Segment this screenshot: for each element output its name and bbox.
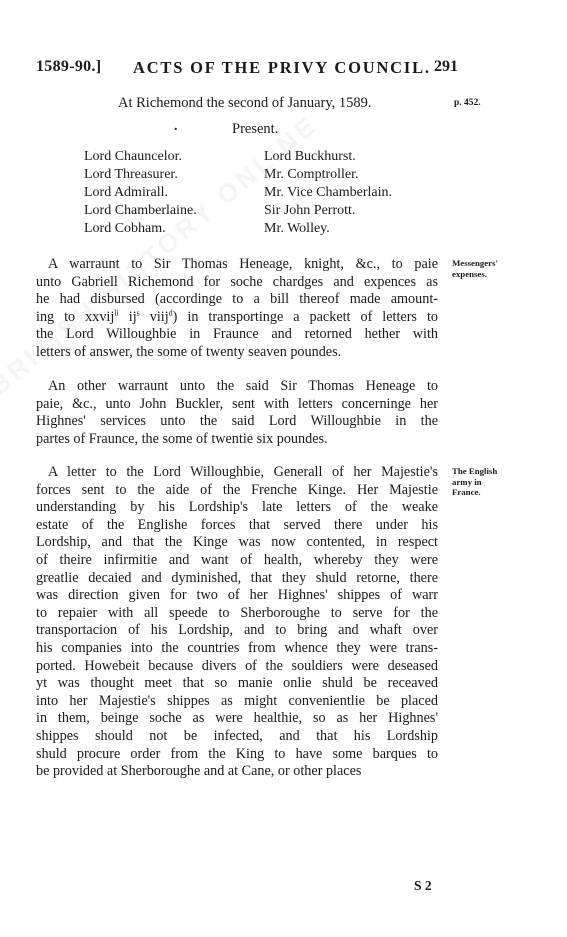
place-date-line: At Richemond the second of January, 1589. bbox=[118, 95, 372, 111]
text-line: partes of Fraunce, the some of twentie six poundes. bbox=[36, 430, 328, 447]
present-left-member: Lord Cobham. bbox=[84, 221, 166, 236]
text-line: the Lord Willoughbie in Fraunce and retorned hether with bbox=[36, 326, 438, 343]
text-line: shippes should not be infected, and that his Lordship bbox=[36, 727, 438, 744]
text-line: unto Gabriell Richemond for soche chardges and expences as bbox=[36, 273, 438, 290]
text-line: to repaier with all speede to Sherboroughe to serve for the bbox=[36, 604, 438, 621]
present-right-member: Mr. Wolley. bbox=[264, 221, 330, 236]
paragraph-letter-willoughbie bbox=[36, 464, 438, 781]
sidenote-line: The English bbox=[452, 466, 498, 476]
text-line: was direction given for two of her Highnes' shippes of warr bbox=[36, 587, 438, 604]
text-line: An other warraunt unto the said Sir Thomas Heneage to bbox=[48, 378, 438, 394]
text-line: ported. Howebeit because divers of the souldiers were deseased bbox=[36, 657, 438, 674]
text-line: A warraunt to Sir Thomas Heneage, knight, &c., to paie bbox=[48, 256, 438, 272]
present-right-member: Lord Buckhurst. bbox=[264, 149, 356, 164]
present-left-member: Lord Threasurer. bbox=[84, 167, 178, 182]
text-line: in them, beinge soche as were healthie, so as her Highnes' bbox=[36, 710, 438, 727]
paragraph-warrant-buckler bbox=[36, 378, 438, 448]
paragraph-warrant-richemond bbox=[36, 256, 438, 362]
sidenote-line: France. bbox=[452, 487, 481, 497]
signature-mark: S 2 bbox=[414, 878, 432, 893]
text-line: Lordship, and that the Kinge was now contented, in respect bbox=[36, 534, 438, 551]
text-line: his companies into the countries from whence they were trans- bbox=[36, 639, 438, 656]
text-line: paie, &c., unto John Buckler, sent with letters concerninge her bbox=[36, 395, 438, 412]
text-line: greatlie decaied and dyminished, that they shuld retorne, there bbox=[36, 569, 438, 586]
text-line: he had disbursed (accordinge to a bill thereof made amount- bbox=[36, 291, 438, 308]
running-header-years: 1589-90.] bbox=[36, 58, 102, 75]
present-left-member: Lord Chamberlaine. bbox=[84, 203, 197, 218]
text-line: letters of answer, the some of twenty seaven poundes. bbox=[36, 343, 342, 360]
text-line: shuld procure order from the King to have some barques to bbox=[36, 745, 438, 762]
present-right-member: Mr. Comptroller. bbox=[264, 167, 359, 182]
text-line: estate of the Englishe forces that served there under his bbox=[36, 516, 438, 533]
stray-dot: . bbox=[174, 119, 178, 134]
text-line: transportacion of his Lordship, and to bring and whaft over bbox=[36, 622, 438, 639]
sidenote-messengers-expenses bbox=[452, 258, 498, 279]
text-line: understanding by his Lordship's late letters of the weake bbox=[36, 499, 438, 516]
text-line: A letter to the Lord Willoughbie, Generall of her Majestie's bbox=[48, 464, 438, 480]
text-line: into her Majestie's shippes as might convenientlie be placed bbox=[36, 692, 438, 709]
text-line: be provided at Sherboroughe and at Cane, or other places bbox=[36, 763, 362, 780]
running-header-title: ACTS OF THE PRIVY COUNCIL. bbox=[133, 58, 431, 77]
text-line: of theire infirmitie and want of health, whereby they were bbox=[36, 551, 438, 568]
sidenote-english-army bbox=[452, 466, 497, 498]
sidenote-line: army in bbox=[452, 476, 482, 487]
original-page-reference: p. 452. bbox=[454, 98, 481, 108]
sidenote-line: Messengers' bbox=[452, 258, 498, 268]
text-line: Highnes' services unto the said Lord Willoughbie in the bbox=[36, 413, 438, 430]
present-heading: Present. bbox=[232, 121, 279, 137]
page-number: 291 bbox=[434, 58, 458, 75]
present-right-member: Mr. Vice Chamberlain. bbox=[264, 185, 392, 200]
present-left-member: Lord Admirall. bbox=[84, 185, 168, 200]
present-right-member: Sir John Perrott. bbox=[264, 203, 356, 218]
sidenote-line: expenses. bbox=[452, 268, 487, 279]
present-left-member: Lord Chauncelor. bbox=[84, 149, 182, 164]
text-line: forces sent to the aide of the Frenche Kinge. Her Majestie bbox=[36, 481, 438, 498]
text-line: ing to xxvij$^{li}$ $ij^s$ viij$^d$) in transportinge a packett of letters to bbox=[36, 308, 438, 325]
text-line: yt was thought meet that so manie onlie shuld be receaved bbox=[36, 675, 438, 692]
